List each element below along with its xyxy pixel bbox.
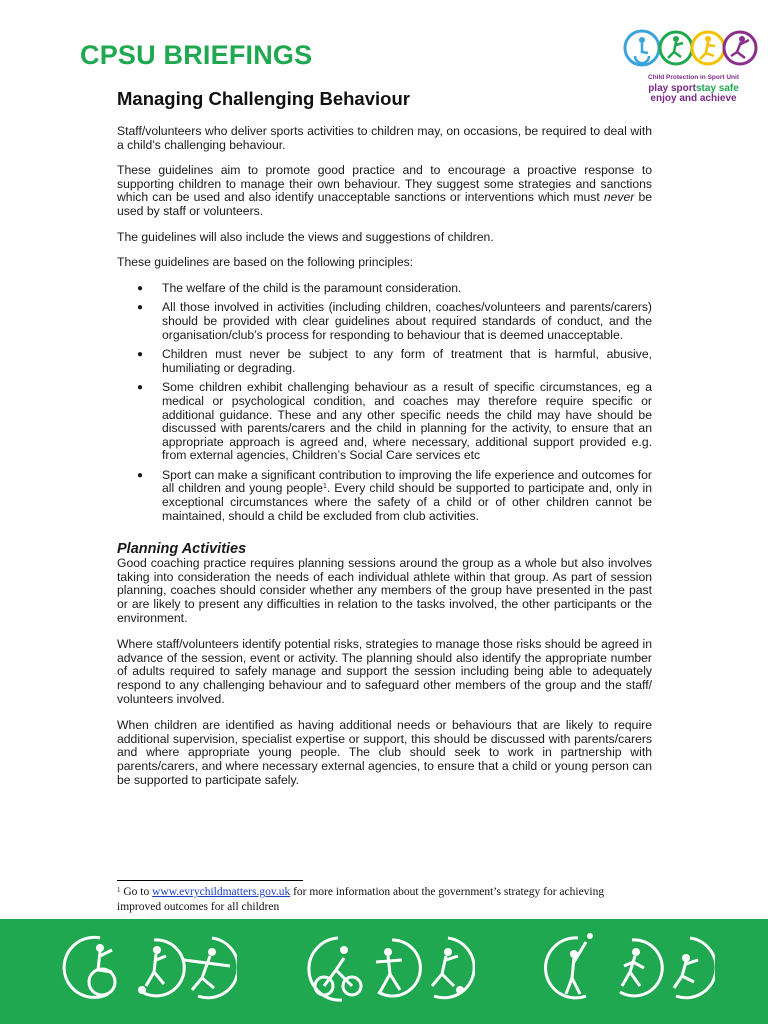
wheelchair-athlete-icon: [64, 937, 115, 997]
logo-tagline-play: play sport: [648, 83, 696, 94]
swimmer-icon: [674, 938, 715, 998]
list-item-text: The welfare of the child is the paramount consideration.: [162, 280, 462, 295]
briefings-title: CPSU BRIEFINGS: [80, 40, 313, 70]
high-jumper-icon: [184, 938, 237, 998]
planning-paragraph-1: Good coaching practice requires planning sessions around the group as a whole but also involves taking into consideration the needs of each individual athlete within that group. As part of session planning, coaches should consider whether any members of the group have presented in the past or are likely to present any difficulties in relation to the tasks involved, the other participants or the environment.: [117, 556, 652, 625]
list-item-text: Sport can make a significant contribution to improving the life experience and outcomes for all children and young people: [162, 467, 652, 496]
planning-paragraph-3: When children are identified as having additional needs or behaviours that are likely to require additional supervision, specialist expertise or support, this should be discussed with parents/carers and where appropriate young people. The club should seek to work in partnership with parents/carers, and where necessary external agencies, to ensure that a child or young person can be supported to participate safely.: [117, 718, 652, 787]
footnote-link[interactable]: www.evrychildmatters.gov.uk: [152, 886, 291, 898]
document-body: [117, 88, 652, 800]
list-item: [117, 282, 652, 296]
footballer-icon: [138, 940, 184, 996]
bullet-icon: ●: [137, 469, 144, 481]
cyclist-icon: [309, 938, 361, 1000]
bullet-icon: ●: [137, 302, 144, 314]
footer-sports-group-middle: [300, 930, 475, 1010]
intro-paragraph-3: The guidelines will also include the views and suggestions of children.: [117, 229, 494, 244]
intro-paragraph-2-text: These guidelines aim to promote good practice and to encourage a proactive response to supporting children to manage their own behaviour. They suggest some strategies and sanctions which can be used and also identify unacceptable sanctions or interventions which must: [117, 163, 652, 205]
logo-org-name: Child Protection in Sport Unit: [648, 74, 739, 81]
principles-list: [117, 282, 652, 524]
footnote-marker: 1: [117, 886, 121, 894]
list-item: [117, 348, 652, 375]
gymnast-icon: [376, 940, 420, 996]
bullet-icon: ●: [137, 282, 144, 294]
runner-icon: [620, 940, 662, 996]
logo-tagline-enjoy: enjoy and achieve: [650, 93, 737, 104]
bullet-icon: ●: [137, 349, 144, 361]
list-item-text-end: . Every child should be supported to participate and, only in exceptional circumstances where the safety of a child or of other children cannot be maintained, should a child be excluded from club activities.: [162, 481, 652, 523]
list-item: [117, 301, 652, 342]
tennis-player-icon: [546, 933, 593, 998]
intro-paragraph-2: [117, 164, 652, 218]
intro-paragraph-1: Staff/volunteers who deliver sports activities to children may, on occasions, be required to deal with a child’s challenging behaviour.: [117, 124, 652, 152]
intro-paragraph-2-end: be used by staff or volunteers.: [117, 190, 652, 218]
logo-tagline-safe: stay safe: [695, 83, 739, 94]
footnote-reference[interactable]: 1: [322, 483, 327, 491]
cpsu-sports-logo-icon: [618, 26, 764, 74]
list-item: [117, 469, 652, 523]
document-heading: Managing Challenging Behaviour: [117, 88, 410, 109]
emphasis-never: never: [603, 190, 635, 205]
footnote-suffix: for more information about the government’s strategy for achieving improved outcomes for all children: [117, 886, 605, 913]
footnote: [117, 885, 637, 915]
list-item-text: Children must never be subject to any form of treatment that is harmful, abusive, humiliating or degrading.: [162, 347, 652, 375]
list-item-text: Some children exhibit challenging behaviour as a result of specific circumstances, eg a medical or psychological condition, and coaches may therefore require specific or additional guidance. These and any other specific needs the child may have should be discussed with parents/carers and the child in planning for the activity, to ensure that an appropriate approach is agreed and, where necessary, additional support provided e.g. from external agencies, Children’s Social Care services etc: [162, 380, 652, 463]
planning-section: [117, 541, 652, 787]
principles-lead: These guidelines are based on the following principles:: [117, 255, 414, 270]
footer-sports-group-left: [62, 930, 237, 1010]
section-heading: Planning Activities: [117, 541, 247, 558]
footballer-icon: [432, 938, 474, 998]
planning-paragraph-2: Where staff/volunteers identify potential risks, strategies to manage those risks should be agreed in advance of the session, event or activity. The planning should also identify the appropriate number of adults required to safely manage and support the session including being able to adequately respond to any challenging behaviour and to safeguard other members of the group and the staff/ volunteers involved.: [117, 637, 652, 706]
footnote-divider: [117, 880, 303, 881]
footnote-prefix: Go to: [120, 886, 153, 898]
list-item: [117, 381, 652, 463]
list-item-text: All those involved in activities (including children, coaches/volunteers and parents/carers) should be provided with clear guidelines about required standards of conduct, and the organisation/club’s process for responding to behaviour that is deemed unacceptable.: [162, 300, 652, 342]
bullet-icon: ●: [137, 382, 144, 394]
footer-sports-group-right: [540, 930, 715, 1010]
